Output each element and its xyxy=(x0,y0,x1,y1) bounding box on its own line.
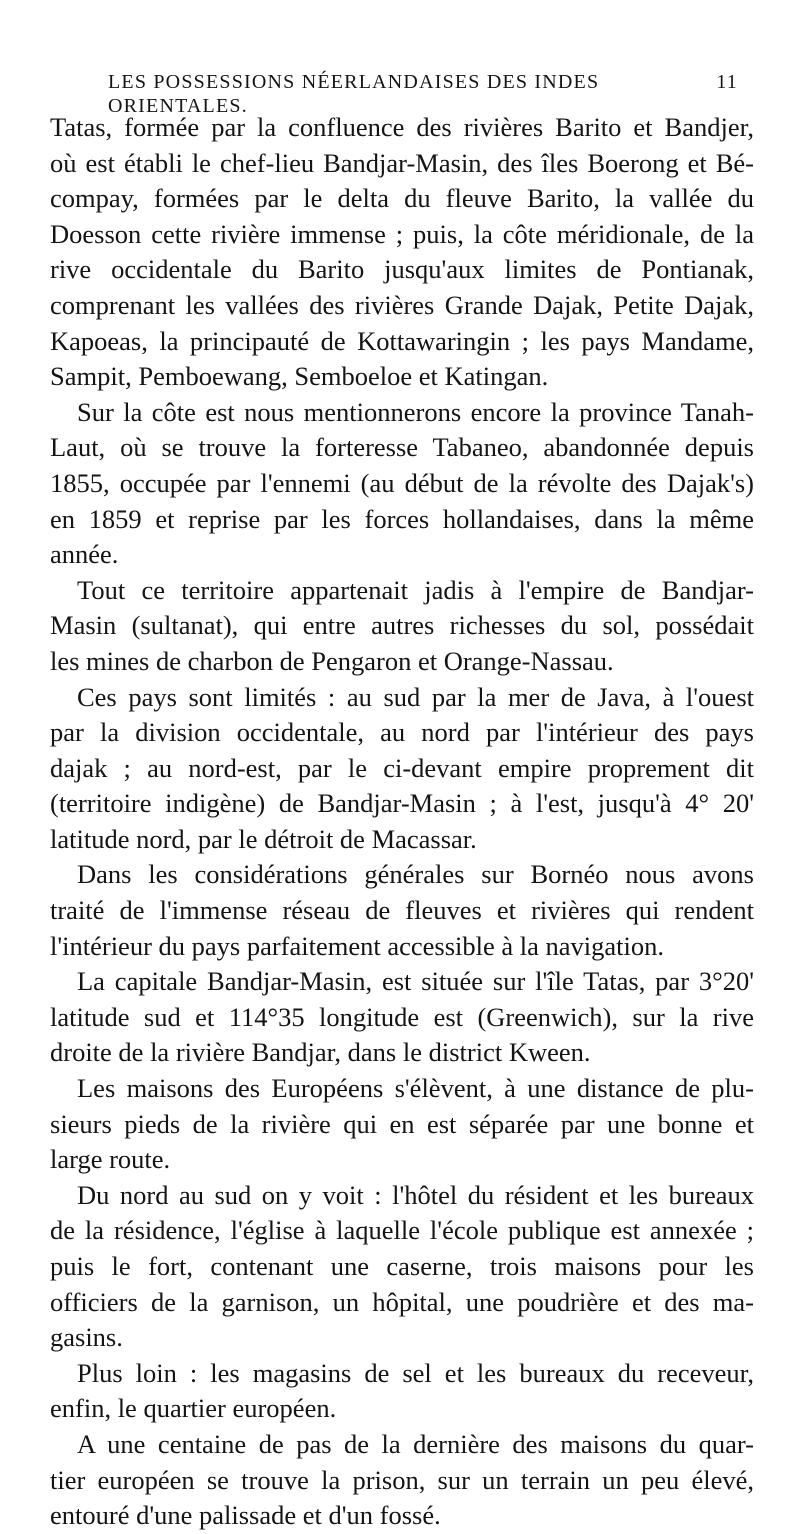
text-line: rive occidentale du Barito jusqu'aux limites de Pontianak, xyxy=(50,254,754,285)
text-line: de la résidence, l'église à laquelle l'école publique est annexée ; xyxy=(50,1215,754,1246)
body-text xyxy=(50,110,754,1534)
text-line: (territoire indigène) de Bandjar-Masin ; à l'est, jusqu'à 4° 20' xyxy=(50,788,754,819)
running-title: LES POSSESSIONS NÉERLANDAISES DES INDES ORIENTALES. xyxy=(108,71,600,117)
text-line: traité de l'immense réseau de fleuves et rivières qui rendent xyxy=(50,895,754,926)
text-line: latitude sud et 114°35 longitude est (Greenwich), sur la rive xyxy=(50,1001,754,1032)
text-line: Sur la côte est nous mentionnerons encore la province Tanah- xyxy=(77,396,754,427)
text-line: puis le fort, contenant une caserne, trois maisons pour les xyxy=(50,1251,754,1281)
text-line: Tout ce territoire appartenait jadis à l'empire de Bandjar- xyxy=(77,574,754,605)
text-line: en 1859 et reprise par les forces hollandaises, dans la même xyxy=(50,503,754,534)
text-line: année. xyxy=(50,539,119,570)
page-number: 11 xyxy=(716,71,738,93)
text-line: dajak ; au nord-est, par le ci-devant empire proprement dit xyxy=(50,752,754,783)
text-line: entouré d'une palissade et d'un fossé. xyxy=(50,1500,441,1531)
text-line: Du nord au sud on y voit : l'hôtel du résident et les bureaux xyxy=(77,1179,754,1210)
text-line: large route. xyxy=(50,1144,171,1175)
text-line: enfin, le quartier européen. xyxy=(50,1393,337,1424)
text-line: les mines de charbon de Pengaron et Orange-Nassau. xyxy=(50,645,614,676)
text-line: tier européen se trouve la prison, sur un terrain un peu élevé, xyxy=(50,1464,754,1495)
text-line: sieurs pieds de la rivière qui en est séparée par une bonne et xyxy=(50,1108,754,1139)
text-line: par la division occidentale, au nord par l'intérieur des pays xyxy=(50,717,754,748)
text-line: Tatas, formée par la confluence des rivières Barito et Bandjer, xyxy=(50,112,754,142)
text-line: 1855, occupée par l'ennemi (au début de la révolte des Dajak's) xyxy=(50,467,754,498)
text-line: Dans les considérations générales sur Bornéo nous avons xyxy=(77,859,754,890)
text-line: gasins. xyxy=(50,1322,123,1353)
text-line: Doesson cette rivière immense ; puis, la côte méridionale, de la xyxy=(50,218,754,249)
text-line: où est établi le chef-lieu Bandjar-Masin, des îles Boerong et Bé- xyxy=(50,147,754,178)
text-line: l'intérieur du pays parfaitement accessible à la navigation. xyxy=(50,930,665,961)
text-line: Plus loin : les magasins de sel et les bureaux du receveur, xyxy=(77,1357,754,1388)
text-line: Laut, où se trouve la forteresse Tabaneo, abandonnée depuis xyxy=(50,432,754,463)
text-line: officiers de la garnison, un hôpital, une poudrière et des ma- xyxy=(50,1286,754,1317)
text-line: comprenant les vallées des rivières Grande Dajak, Petite Dajak, xyxy=(50,289,754,320)
text-line: La capitale Bandjar-Masin, est située sur l'île Tatas, par 3°20' xyxy=(77,966,754,997)
text-line: A une centaine de pas de la dernière des maisons du quar- xyxy=(77,1428,754,1459)
text-line: Les maisons des Européens s'élèvent, à une distance de plu- xyxy=(77,1073,754,1104)
text-line: latitude nord, par le détroit de Macassar. xyxy=(50,823,477,854)
text-line: Masin (sultanat), qui entre autres richesses du sol, possédait xyxy=(50,610,754,641)
text-line: droite de la rivière Bandjar, dans le district Kween. xyxy=(50,1037,591,1068)
text-line: Ces pays sont limités : au sud par la mer de Java, à l'ouest xyxy=(77,681,754,712)
text-line: compay, formées par le delta du fleuve Barito, la vallée du xyxy=(50,183,754,214)
text-line: Kapoeas, la principauté de Kottawaringin ; les pays Mandame, xyxy=(50,325,754,356)
text-line: Sampit, Pemboewang, Semboeloe et Katingan. xyxy=(50,361,549,392)
